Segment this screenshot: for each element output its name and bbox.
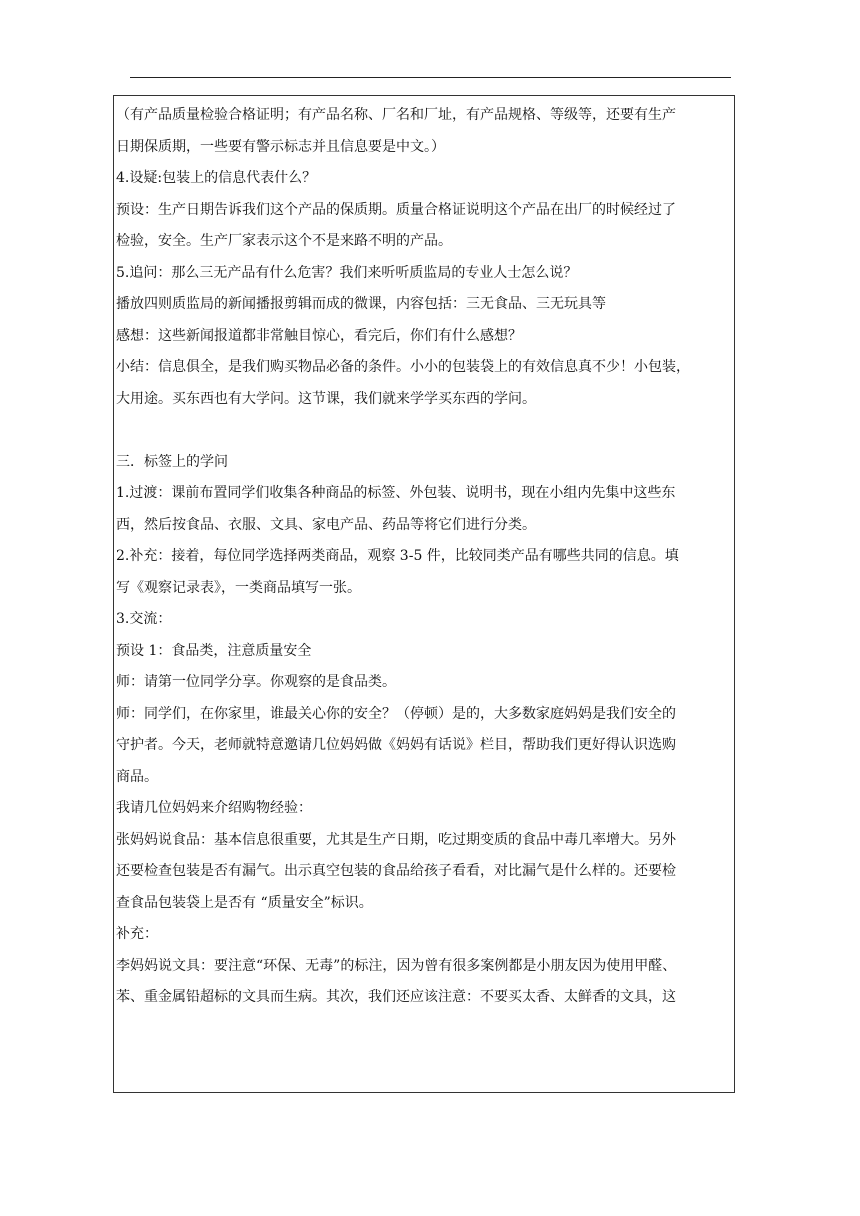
- document-body: [116, 100, 732, 1014]
- text-line: 三．标签上的学问: [116, 453, 228, 470]
- text-line: 预设 1：食品类，注意质量安全: [116, 642, 312, 659]
- text-line: 大用途。买东西也有大学问。这节课，我们就来学学买东西的学问。: [116, 390, 536, 407]
- text-line: 还要检查包装是否有漏气。出示真空包装的食品给孩子看看，对比漏气是什么样的。还要检: [116, 863, 676, 879]
- text-line: 补充：: [116, 926, 158, 942]
- text-line: 3.交流：: [116, 611, 172, 627]
- text-line: 小结：信息俱全，是我们购买物品必备的条件。小小的包装袋上的有效信息真不少！小包装，: [116, 359, 690, 375]
- text-line: 5.追问：那么三无产品有什么危害？我们来听听质监局的专业人士怎么说？: [116, 264, 578, 281]
- blank-line: [116, 415, 732, 447]
- text-line: 师：请第一位同学分享。你观察的是食品类。: [116, 674, 396, 690]
- text-line: 我请几位妈妈来介绍购物经验：: [116, 800, 312, 816]
- text-line: 商品。: [116, 768, 158, 785]
- text-line: 李妈妈说文具：要注意“环保、无毒”的标注，因为曾有很多案例都是小朋友因为使用甲醛、: [116, 957, 677, 974]
- text-line: 西，然后按食品、衣服、文具、家电产品、药品等将它们进行分类。: [116, 516, 536, 533]
- text-line: 4.设疑:包装上的信息代表什么？: [116, 170, 317, 186]
- text-line: 2.补充：接着，每位同学选择两类商品，观察 3-5 件，比较同类产品有哪些共同的信息。填: [116, 548, 679, 564]
- text-line: 检验，安全。生产厂家表示这个不是来路不明的产品。: [116, 233, 452, 249]
- text-line: 预设：生产日期告诉我们这个产品的保质期。质量合格证说明这个产品在出厂的时候经过了: [116, 201, 676, 218]
- text-line: 播放四则质监局的新闻播报剪辑而成的微课，内容包括：三无食品、三无玩具等: [116, 296, 606, 312]
- text-line: 师：同学们，在你家里，谁最关心你的安全？（停顿）是的，大多数家庭妈妈是我们安全的: [116, 705, 676, 722]
- text-line: 写《观察记录表》，一类商品填写一张。: [116, 579, 361, 596]
- text-line: 守护者。今天，老师就特意邀请几位妈妈做《妈妈有话说》栏目，帮助我们更好得认识选购: [116, 737, 676, 753]
- text-line: 张妈妈说食品：基本信息很重要，尤其是生产日期，吃过期变质的食品中毒几率增大。另外: [116, 831, 676, 848]
- header-rule: [130, 77, 731, 78]
- text-line: 1.过渡：课前布置同学们收集各种商品的标签、外包装、说明书，现在小组内先集中这些东: [116, 485, 676, 501]
- text-line: 日期保质期，一些要有警示标志并且信息要是中文。）: [116, 138, 445, 155]
- text-line: （有产品质量检验合格证明；有产品名称、厂名和厂址，有产品规格、等级等，还要有生产: [116, 107, 676, 123]
- text-line: 感想：这些新闻报道都非常触目惊心，看完后，你们有什么感想？: [116, 327, 522, 344]
- text-line: 苯、重金属铅超标的文具而生病。其次，我们还应该注意：不要买太香、太鲜香的文具，这: [116, 989, 676, 1005]
- text-line: 查食品包装袋上是否有 “质量安全”标识。: [116, 894, 373, 911]
